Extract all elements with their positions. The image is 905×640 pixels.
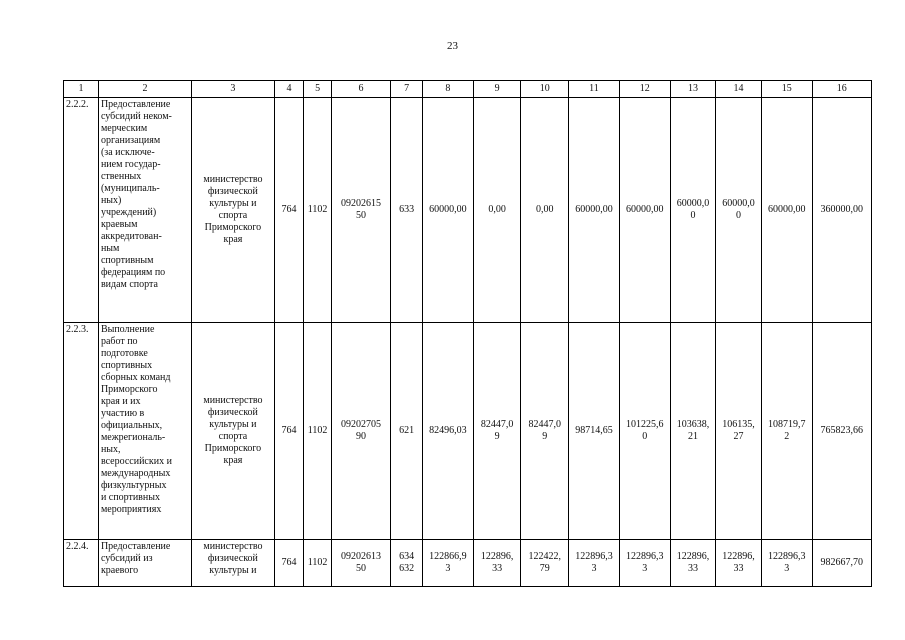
row-value: 122866,9 3 bbox=[422, 540, 473, 587]
row-cell: 1102 bbox=[304, 98, 332, 323]
row-value: 82447,0 9 bbox=[473, 323, 521, 540]
header-cell: 13 bbox=[670, 81, 716, 98]
budget-table bbox=[63, 80, 872, 587]
header-cell: 5 bbox=[304, 81, 332, 98]
row-value: 122896, 33 bbox=[716, 540, 762, 587]
row-code: 09202705 90 bbox=[331, 323, 390, 540]
row-value: 122896,3 3 bbox=[569, 540, 620, 587]
table-row bbox=[64, 540, 872, 587]
header-cell: 11 bbox=[569, 81, 620, 98]
row-code: 09202615 50 bbox=[331, 98, 390, 323]
header-cell: 7 bbox=[391, 81, 423, 98]
row-value: 122422, 79 bbox=[521, 540, 569, 587]
table-row bbox=[64, 323, 872, 540]
row-value: 108719,7 2 bbox=[761, 323, 812, 540]
table-header-row bbox=[64, 81, 872, 98]
row-value: 60000,0 0 bbox=[670, 98, 716, 323]
header-cell: 15 bbox=[761, 81, 812, 98]
table-row bbox=[64, 98, 872, 323]
header-cell: 12 bbox=[619, 81, 670, 98]
row-name: Выполнение работ по подготовке спортивных сборных команд Приморского края и их участию в официальных, межрегиональ- ных, всероссийских и международных физкультурных и спортивных мероприятиях bbox=[98, 323, 191, 540]
row-value: 0,00 bbox=[473, 98, 521, 323]
row-value: 60000,00 bbox=[619, 98, 670, 323]
row-cell: 634 632 bbox=[391, 540, 423, 587]
row-value: 122896,3 3 bbox=[761, 540, 812, 587]
row-value: 122896,3 3 bbox=[619, 540, 670, 587]
header-cell: 16 bbox=[812, 81, 871, 98]
row-value: 103638, 21 bbox=[670, 323, 716, 540]
row-value: 60000,00 bbox=[569, 98, 620, 323]
row-cell: 1102 bbox=[304, 323, 332, 540]
row-value: 60000,00 bbox=[422, 98, 473, 323]
row-total: 765823,66 bbox=[812, 323, 871, 540]
row-code: 09202613 50 bbox=[331, 540, 390, 587]
row-value: 101225,6 0 bbox=[619, 323, 670, 540]
row-value: 0,00 bbox=[521, 98, 569, 323]
row-value: 122896, 33 bbox=[670, 540, 716, 587]
row-value: 106135, 27 bbox=[716, 323, 762, 540]
row-value: 82447,0 9 bbox=[521, 323, 569, 540]
row-value: 98714,65 bbox=[569, 323, 620, 540]
header-cell: 2 bbox=[98, 81, 191, 98]
header-cell: 4 bbox=[274, 81, 304, 98]
row-value: 60000,0 0 bbox=[716, 98, 762, 323]
row-value: 122896, 33 bbox=[473, 540, 521, 587]
row-cell: 1102 bbox=[304, 540, 332, 587]
row-value: 60000,00 bbox=[761, 98, 812, 323]
header-cell: 10 bbox=[521, 81, 569, 98]
page-number: 23 bbox=[447, 40, 458, 52]
row-number: 2.2.2. bbox=[64, 98, 99, 323]
row-cell: 764 bbox=[274, 323, 304, 540]
row-total: 360000,00 bbox=[812, 98, 871, 323]
header-cell: 9 bbox=[473, 81, 521, 98]
row-name: Предоставление субсидий неком- мерческим организациям (за исключе- нием государ- ственных (муниципаль- ных) учреждений) краевым аккредитован- ным спортивным федерациям по видам спорта bbox=[98, 98, 191, 323]
row-number: 2.2.4. bbox=[64, 540, 99, 587]
row-organization: министерство физической культуры и bbox=[192, 540, 275, 587]
row-name: Предоставление субсидий из краевого bbox=[98, 540, 191, 587]
row-cell: 621 bbox=[391, 323, 423, 540]
row-cell: 764 bbox=[274, 540, 304, 587]
row-value: 82496,03 bbox=[422, 323, 473, 540]
row-cell: 633 bbox=[391, 98, 423, 323]
row-cell: 764 bbox=[274, 98, 304, 323]
header-cell: 6 bbox=[331, 81, 390, 98]
row-organization: министерство физической культуры и спорта Приморского края bbox=[192, 323, 275, 540]
header-cell: 1 bbox=[64, 81, 99, 98]
row-organization: министерство физической культуры и спорта Приморского края bbox=[192, 98, 275, 323]
row-number: 2.2.3. bbox=[64, 323, 99, 540]
row-total: 982667,70 bbox=[812, 540, 871, 587]
header-cell: 8 bbox=[422, 81, 473, 98]
header-cell: 14 bbox=[716, 81, 762, 98]
header-cell: 3 bbox=[192, 81, 275, 98]
